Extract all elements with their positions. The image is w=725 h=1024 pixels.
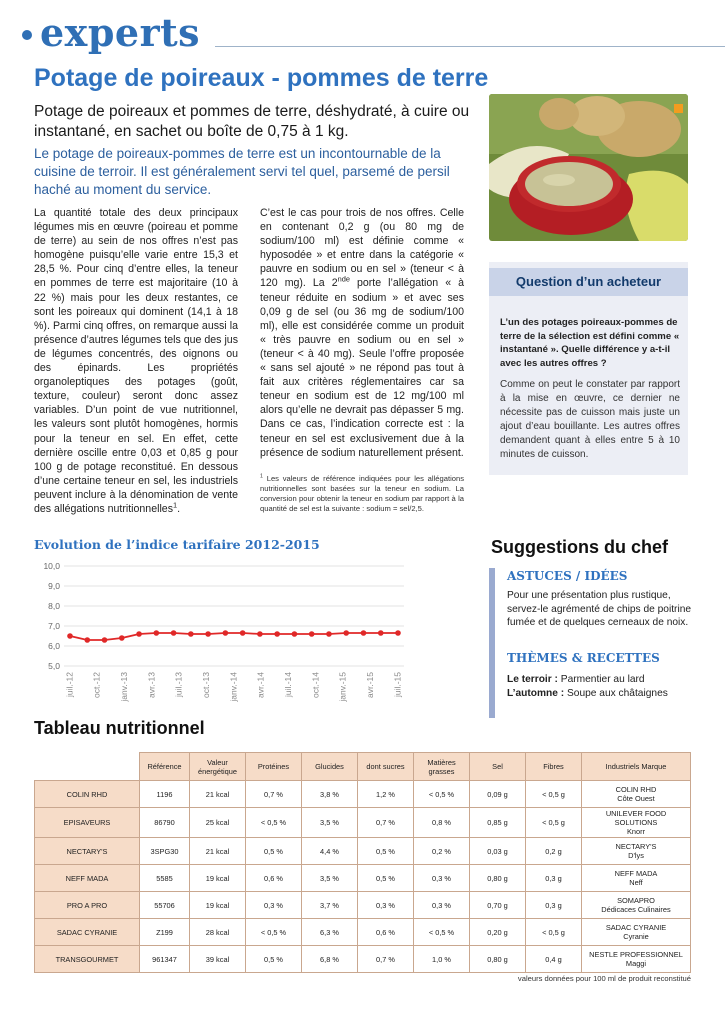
cell-fibers: < 0,5 g bbox=[526, 919, 582, 946]
footnote-number: 1 bbox=[260, 473, 263, 480]
cell-salt: 0,80 g bbox=[470, 865, 526, 892]
data-point bbox=[309, 631, 315, 637]
table-header-row bbox=[35, 753, 691, 781]
themes-list bbox=[507, 673, 692, 700]
cell-fibers: 0,3 g bbox=[526, 892, 582, 919]
theme-item-automne bbox=[507, 687, 692, 701]
cell-salt: 0,09 g bbox=[470, 781, 526, 808]
x-tick-label: avr.-15 bbox=[364, 672, 375, 698]
cell-industrial-brand bbox=[582, 865, 691, 892]
x-tick-label: juil.-13 bbox=[173, 672, 184, 698]
header-rule bbox=[215, 46, 725, 47]
x-tick-label: janv.-13 bbox=[118, 672, 129, 702]
header-sugars: dont sucres bbox=[358, 753, 414, 781]
header-industrial-brand: Industriels Marque bbox=[582, 753, 691, 781]
x-tick-label: juil.-15 bbox=[392, 672, 403, 698]
buyer-box-title: Question d’un acheteur bbox=[489, 268, 688, 296]
cell-reference: 5585 bbox=[140, 865, 190, 892]
row-distributor: SADAC CYRANIE bbox=[35, 919, 140, 946]
cell-proteins: 0,6 % bbox=[246, 865, 302, 892]
cell-industrial: NEFF MADA bbox=[614, 869, 658, 878]
table-title: Tableau nutritionnel bbox=[34, 718, 205, 738]
x-tick-label: oct.-12 bbox=[91, 672, 102, 698]
cell-fats: 1,0 % bbox=[414, 946, 470, 973]
cell-energy: 21 kcal bbox=[190, 838, 246, 865]
header-blank bbox=[35, 753, 140, 781]
cell-sugars: 0,5 % bbox=[358, 865, 414, 892]
data-point bbox=[274, 631, 280, 637]
y-tick-label: 5,0 bbox=[48, 661, 60, 671]
table-note: valeurs données pour 100 ml de produit reconstitué bbox=[517, 974, 691, 983]
table-row bbox=[35, 946, 691, 973]
data-point bbox=[136, 631, 142, 637]
cell-carbs: 6,3 % bbox=[302, 919, 358, 946]
cell-proteins: 0,7 % bbox=[246, 781, 302, 808]
cell-brand: Dédicaces Culinaires bbox=[601, 905, 671, 914]
themes-heading: THÈMES & RECETTES bbox=[507, 651, 660, 665]
data-point bbox=[188, 631, 194, 637]
cell-salt: 0,20 g bbox=[470, 919, 526, 946]
header-salt: Sel bbox=[470, 753, 526, 781]
header-fibers: Fibres bbox=[526, 753, 582, 781]
x-tick-label: juil.-12 bbox=[64, 672, 75, 698]
row-distributor: TRANSGOURMET bbox=[35, 946, 140, 973]
data-point bbox=[154, 630, 160, 636]
cell-proteins: 0,5 % bbox=[246, 838, 302, 865]
data-point bbox=[102, 637, 108, 643]
cell-sugars: 0,3 % bbox=[358, 892, 414, 919]
cell-brand: Knorr bbox=[626, 827, 646, 836]
cell-salt: 0,70 g bbox=[470, 892, 526, 919]
body-column-2 bbox=[260, 206, 464, 460]
data-point bbox=[395, 630, 401, 636]
table-row bbox=[35, 838, 691, 865]
cell-proteins: 0,5 % bbox=[246, 946, 302, 973]
cell-sugars: 0,7 % bbox=[358, 946, 414, 973]
data-point bbox=[119, 635, 125, 641]
data-point bbox=[257, 631, 263, 637]
row-distributor: PRO A PRO bbox=[35, 892, 140, 919]
cell-brand: Neff bbox=[629, 878, 643, 887]
cell-fats: < 0,5 % bbox=[414, 919, 470, 946]
cell-energy: 25 kcal bbox=[190, 808, 246, 838]
table-row bbox=[35, 781, 691, 808]
theme-item-terroir bbox=[507, 673, 692, 687]
theme1-text: Parmentier au lard bbox=[557, 674, 645, 685]
data-point bbox=[240, 630, 246, 636]
data-point bbox=[67, 633, 73, 639]
page-title: Potage de poireaux - pommes de terre bbox=[34, 64, 489, 92]
x-tick-label: oct.-14 bbox=[310, 672, 321, 698]
cell-proteins: 0,3 % bbox=[246, 892, 302, 919]
cell-fibers: < 0,5 g bbox=[526, 781, 582, 808]
cell-industrial: NECTARY'S bbox=[615, 842, 657, 851]
cell-fats: 0,2 % bbox=[414, 838, 470, 865]
table-body bbox=[35, 781, 691, 973]
cell-brand: Maggi bbox=[625, 959, 647, 968]
theme1-label: Le terroir : bbox=[507, 674, 558, 685]
subtitle: Potage de poireaux et pommes de terre, déshydraté, à cuire ou instantané, en sachet ou boîte de 0,75 à 1 kg. bbox=[34, 103, 470, 140]
cell-salt: 0,85 g bbox=[470, 808, 526, 838]
cell-energy: 19 kcal bbox=[190, 892, 246, 919]
cell-fats: 0,8 % bbox=[414, 808, 470, 838]
cell-industrial-brand bbox=[582, 781, 691, 808]
cell-industrial-brand bbox=[582, 919, 691, 946]
y-tick-label: 9,0 bbox=[48, 581, 60, 591]
col2-superscript: nde bbox=[337, 274, 350, 284]
cell-industrial: NESTLE PROFESSIONNEL bbox=[589, 950, 683, 959]
nutrition-table bbox=[34, 752, 691, 973]
data-point bbox=[205, 631, 211, 637]
price-index-chart bbox=[34, 558, 412, 708]
table-row bbox=[35, 865, 691, 892]
cell-brand: Cyranie bbox=[623, 932, 649, 941]
cell-carbs: 3,5 % bbox=[302, 865, 358, 892]
cell-industrial: COLIN RHD bbox=[615, 785, 657, 794]
chef-accent-bar bbox=[489, 568, 495, 718]
cell-reference: 1196 bbox=[140, 781, 190, 808]
cell-sugars: 0,5 % bbox=[358, 838, 414, 865]
cell-reference: 86790 bbox=[140, 808, 190, 838]
col2-text-b: porte l’allégation « à teneur réduite en sodium » et avec ses 0,09 g de sel (ou 36 mg de sodium/100 ml), elle est considérée comme un produit « très pauvre en sodium ou en sel » (teneur < à 40 mg). Seule l’offre proposée « sans sel ajouté » ne répond pas tout à fait aux critères réglementaires car sa teneur en sodium est de 12 mg/100 ml alors qu’elle ne devrait pas dépasser 5 mg. Dans ce cas, l’indication correcte est : la teneur en sel est exclusivement due à la présence de sodium naturellement présent. bbox=[260, 277, 465, 459]
cell-fibers: 0,3 g bbox=[526, 865, 582, 892]
cell-industrial-brand bbox=[582, 808, 691, 838]
cell-energy: 28 kcal bbox=[190, 919, 246, 946]
row-distributor: NECTARY'S bbox=[35, 838, 140, 865]
cell-industrial: SOMAPRO bbox=[617, 896, 655, 905]
data-point bbox=[361, 630, 367, 636]
x-tick-label: juil.-14 bbox=[282, 672, 293, 698]
data-point bbox=[292, 631, 298, 637]
cell-energy: 19 kcal bbox=[190, 865, 246, 892]
col2-text-a: C’est le cas pour trois de nos offres. Celle en contenant 0,2 g (ou 80 mg de sodium/100 ml) est définie comme « hyposodée » et entre dans la catégorie « pauvre en sodium ou en sel » (teneur < à 120 mg). La 2 bbox=[260, 207, 464, 290]
tips-text: Pour une présentation plus rustique, servez-le agrémenté de chips de poitrine fumée et de quelques cerneaux de noix. bbox=[507, 590, 692, 628]
cell-energy: 21 kcal bbox=[190, 781, 246, 808]
y-tick-label: 10,0 bbox=[43, 561, 60, 571]
cell-reference: 961347 bbox=[140, 946, 190, 973]
footnote bbox=[260, 474, 464, 514]
cell-fats: < 0,5 % bbox=[414, 781, 470, 808]
x-tick-label: oct.-13 bbox=[200, 672, 211, 698]
cell-industrial-brand bbox=[582, 946, 691, 973]
soup-photo bbox=[489, 94, 688, 241]
table-row bbox=[35, 919, 691, 946]
y-tick-label: 7,0 bbox=[48, 621, 60, 631]
cell-industrial-brand bbox=[582, 892, 691, 919]
cell-brand: Côte Ouest bbox=[617, 794, 655, 803]
cell-industrial-brand bbox=[582, 838, 691, 865]
cell-reference: 55706 bbox=[140, 892, 190, 919]
y-tick-label: 8,0 bbox=[48, 601, 60, 611]
cell-reference: Z199 bbox=[140, 919, 190, 946]
chef-title: Suggestions du chef bbox=[491, 537, 669, 557]
soup-illustration bbox=[489, 94, 688, 241]
cell-carbs: 6,8 % bbox=[302, 946, 358, 973]
col1-end: . bbox=[177, 502, 181, 515]
cell-sugars: 0,6 % bbox=[358, 919, 414, 946]
header-carbs: Glucides bbox=[302, 753, 358, 781]
cell-sugars: 1,2 % bbox=[358, 781, 414, 808]
potato-3 bbox=[539, 98, 579, 130]
data-point bbox=[378, 630, 384, 636]
soup-highlight bbox=[543, 174, 575, 186]
theme2-label: L’automne : bbox=[507, 687, 565, 699]
x-tick-label: janv.-15 bbox=[337, 672, 348, 702]
footnote-text: Les valeurs de référence indiquées pour les allégations nutritionnelles sont basées sur la teneur en sodium. La conversion pour obtenir la teneur en sodium par rapport à la quantité de sel est la suivante : sodium = sel/2,5. bbox=[260, 474, 464, 513]
table-row bbox=[35, 808, 691, 838]
section-header: experts bbox=[40, 10, 201, 55]
cell-industrial: UNILEVER FOOD SOLUTIONS bbox=[605, 809, 667, 827]
cell-carbs: 3,5 % bbox=[302, 808, 358, 838]
row-distributor: COLIN RHD bbox=[35, 781, 140, 808]
cell-fats: 0,3 % bbox=[414, 865, 470, 892]
table-row bbox=[35, 892, 691, 919]
header-energy: Valeur énergétique bbox=[190, 753, 246, 781]
cell-salt: 0,80 g bbox=[470, 946, 526, 973]
cell-fats: 0,3 % bbox=[414, 892, 470, 919]
body-column-1 bbox=[34, 206, 238, 516]
cell-fibers: 0,4 g bbox=[526, 946, 582, 973]
header-fats: Matières grasses bbox=[414, 753, 470, 781]
cell-carbs: 4,4 % bbox=[302, 838, 358, 865]
header-reference: Référence bbox=[140, 753, 190, 781]
cell-proteins: < 0,5 % bbox=[246, 919, 302, 946]
leek-white bbox=[626, 171, 688, 241]
buyer-question: L’un des potages poireaux-pommes de terre de la sélection est défini comme « instantané ». Quelle différence y a-t-il avec les autres offres ? bbox=[500, 317, 680, 369]
cell-carbs: 3,7 % bbox=[302, 892, 358, 919]
cell-brand: D'lys bbox=[628, 851, 644, 860]
row-distributor: EPISAVEURS bbox=[35, 808, 140, 838]
x-tick-label: janv.-14 bbox=[228, 672, 239, 702]
tips-heading: ASTUCES / IDÉES bbox=[507, 569, 628, 583]
cell-industrial: SADAC CYRANIE bbox=[605, 923, 667, 932]
x-tick-label: avr.-13 bbox=[146, 672, 157, 698]
cell-energy: 39 kcal bbox=[190, 946, 246, 973]
data-point bbox=[223, 630, 229, 636]
header-bullet bbox=[22, 30, 32, 40]
cell-reference: 3SPG30 bbox=[140, 838, 190, 865]
chart-title: Evolution de l’indice tarifaire 2012-2015 bbox=[34, 537, 320, 552]
cell-sugars: 0,7 % bbox=[358, 808, 414, 838]
data-point bbox=[326, 631, 332, 637]
buyer-answer: Comme on peut le constater par rapport à la mise en œuvre, ce dernier ne nécessite pas de cuisson mais juste un ajout d’eau bouillante. Les autres offres demandent quant à elles entre 5 à 10 minutes de cuisson. bbox=[500, 379, 680, 460]
row-distributor: NEFF MADA bbox=[35, 865, 140, 892]
header-proteins: Protéines bbox=[246, 753, 302, 781]
y-tick-label: 6,0 bbox=[48, 641, 60, 651]
intro-paragraph: Le potage de poireaux-pommes de terre est un incontournable de la cuisine de terroir. Il est généralement servi tel quel, parsemé de persil haché au moment du service. bbox=[34, 146, 450, 197]
data-point bbox=[171, 630, 177, 636]
x-tick-label: avr.-14 bbox=[255, 672, 266, 698]
cell-proteins: < 0,5 % bbox=[246, 808, 302, 838]
cell-carbs: 3,8 % bbox=[302, 781, 358, 808]
cell-fibers: 0,2 g bbox=[526, 838, 582, 865]
data-point bbox=[84, 637, 90, 643]
data-point bbox=[343, 630, 349, 636]
theme2-text: Soupe aux châtaignes bbox=[564, 687, 668, 699]
corner-marker bbox=[674, 104, 683, 113]
cell-fibers: < 0,5 g bbox=[526, 808, 582, 838]
col1-footnote-ref: 1 bbox=[173, 500, 178, 510]
cell-salt: 0,03 g bbox=[470, 838, 526, 865]
col1-text: La quantité totale des deux principaux légumes mis en œuvre (poireau et pomme de terre) au sein de nos offres n’est pas homogène puisqu’elle varie entre 15,3 et 28,5 %. Pour cinq d’entre elles, la teneur en pommes de terre est majoritaire (10 à 22 %) mais pour les deux restantes, ce sont les poireaux qui dominent (14,1 à 18 %). Parmi cinq offres, on remarque aussi la présence d’autres légumes tels que des jus de légumes concentrés, des oignons ou des épinards. Les propriétés organoleptiques des potages (goût, texture, couleur) seront donc assez variables. D’un point de vue nutritionnel, les valeurs sont plutôt homogènes, hormis pour la teneur en sel. En effet, cette dernière oscille entre 0,03 et 0,85 g pour 100 g de potage reconstitué. En dessous d’une certaine teneur en sel, les industriels peuvent inclure à la dénomination de vente des allégations nutritionnelles bbox=[34, 207, 238, 515]
